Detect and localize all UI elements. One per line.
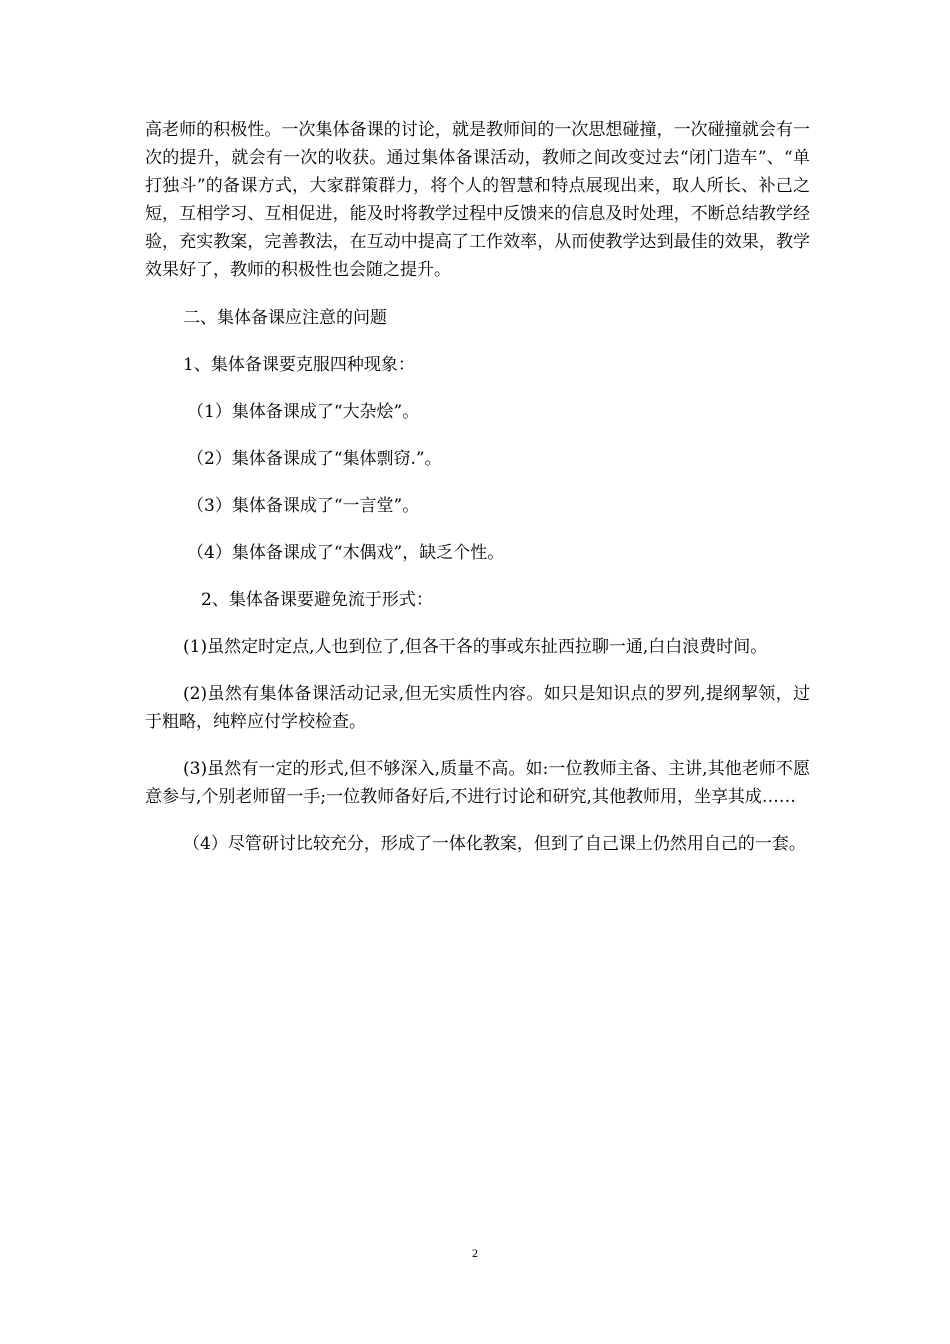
section-heading: 二、集体备课应注意的问题 bbox=[183, 308, 387, 328]
subsection-heading-1: 1、集体备课要克服四种现象： bbox=[183, 355, 415, 375]
formalism-point-1: (1)虽然定时定点,人也到位了,但各干各的事或东扯西拉聊一通,白白浪费时间。 bbox=[183, 637, 768, 657]
intro-paragraph: 高老师的积极性。一次集体备课的讨论，就是教师间的一次思想碰撞，一次碰撞就会有一次的提升，就会有一次的收获。通过集体备课活动，教师之间改变过去“闭门造车”、“单打独斗”的备课方式，大家群策群力，将个人的智慧和特点展现出来，取人所长、补己之短，互相学习、互相促进，能及时将教学过程中反馈来的信息及时处理，不断总结教学经验，充实教案，完善教法，在互动中提高了工作效率，从而使教学达到最佳的效果，教学效果好了，教师的积极性也会随之提升。 bbox=[145, 120, 810, 280]
subsection-heading-2: 2、集体备课要避免流于形式： bbox=[201, 590, 433, 610]
formalism-point-4: （4）尽管研讨比较充分，形成了一体化教案，但到了自己课上仍然用自己的一套。 bbox=[183, 834, 806, 854]
page-number: 2 bbox=[472, 1246, 478, 1260]
phenomenon-item-1: （1）集体备课成了“大杂烩”。 bbox=[187, 402, 420, 422]
document-body bbox=[145, 116, 810, 858]
formalism-point-2: (2)虽然有集体备课活动记录,但无实质性内容。如只是知识点的罗列,提纲挈领，过于粗略，纯粹应付学校检查。 bbox=[145, 684, 810, 732]
phenomenon-item-4: （4）集体备课成了“木偶戏”，缺乏个性。 bbox=[187, 543, 505, 563]
phenomenon-item-2: （2）集体备课成了“集体剽窃.”。 bbox=[187, 449, 442, 469]
phenomenon-item-3: （3）集体备课成了“一言堂”。 bbox=[187, 496, 420, 516]
formalism-point-3: (3)虽然有一定的形式,但不够深入,质量不高。如:一位教师主备、主讲,其他老师不愿意参与,个别老师留一手;一位教师备好后,不进行讨论和研究,其他教师用，坐享其成…… bbox=[145, 759, 810, 807]
